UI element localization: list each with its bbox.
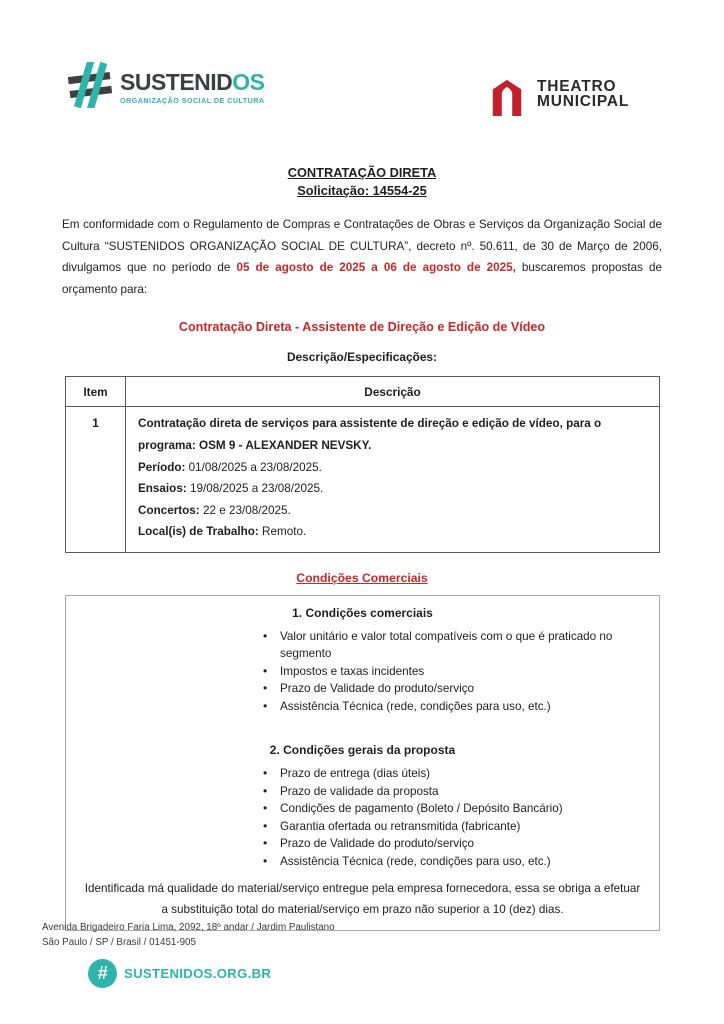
subject-heading: Contratação Direta - Assistente de Direção e Edição de Vídeo bbox=[178, 320, 546, 335]
detail-label: Concertos: bbox=[138, 503, 200, 517]
spec-heading: Descrição/Especificações: bbox=[286, 350, 438, 365]
detail-value: 01/08/2025 a 23/08/2025. bbox=[185, 460, 322, 474]
list-item: • Garantia ofertada ou retransmitida (fabricante) bbox=[261, 818, 645, 836]
theatro-line1: THEATRO bbox=[537, 78, 617, 95]
document-title bbox=[62, 164, 662, 200]
table-row bbox=[66, 407, 660, 553]
list-item: • Valor unitário e valor total compatíveis com o que é praticado no segmento bbox=[261, 628, 645, 663]
list-item: • Assistência Técnica (rede, condições para uso, etc.) bbox=[261, 698, 645, 716]
commercial-conditions-heading: Condições Comerciais bbox=[296, 570, 428, 585]
detail-label: Ensaios: bbox=[138, 482, 187, 496]
title-line1: CONTRATAÇÃO DIRETA bbox=[287, 165, 437, 180]
table-header-item: Item bbox=[66, 377, 126, 407]
wordmark-main: SUSTENID bbox=[120, 69, 233, 95]
intro-dates-highlight: 05 de agosto de 2025 a 06 de agosto de 2025, bbox=[236, 261, 516, 275]
intro-text: Em conformidade com o Regulamento de Compras e Contratações de Obras e Serviços da Organização Social de Cultura “SUSTENIDOS ORGANIZAÇÃO SOCIAL DE CULTURA”, decreto nº. 50.611, de 30 de Março de 2006, divulgamos que no período de bbox=[62, 218, 662, 275]
footer bbox=[42, 920, 335, 988]
footer-address-line2: São Paulo / SP / Brasil / 01451-905 bbox=[42, 937, 196, 948]
sustenidos-tagline: ORGANIZAÇÃO SOCIAL DE CULTURA bbox=[120, 96, 265, 105]
section1-title: 1. Condições comerciais bbox=[292, 605, 433, 620]
list-item: • Impostos e taxas incidentes bbox=[261, 663, 645, 681]
quality-note: Identificada má qualidade do material/serviço entregue pela empresa fornecedora, essa se obriga a efetuar a substituição total do material/serviço em prazo não superior a 10 (dez) dias. bbox=[84, 882, 641, 917]
table-header-row bbox=[66, 377, 660, 407]
description-title: Contratação direta de serviços para assistente de direção e edição de vídeo, para o programa: OSM 9 - ALEXANDER NEVSKY. bbox=[138, 417, 602, 452]
detail-ensaios bbox=[138, 478, 649, 500]
document-body bbox=[62, 0, 662, 931]
detail-value: 22 e 23/08/2025. bbox=[199, 503, 291, 517]
list-item: • Condições de pagamento (Boleto / Depósito Bancário) bbox=[261, 800, 645, 818]
intro-text-end: buscaremos propostas de orçamento para: bbox=[62, 261, 662, 296]
detail-label: Local(is) de Trabalho: bbox=[138, 525, 259, 539]
section2-list bbox=[261, 765, 645, 870]
section2-title: 2. Condições gerais da proposta bbox=[269, 743, 456, 758]
section1-list bbox=[261, 628, 645, 716]
footer-address-line1: Avenida Brigadeiro Faria Lima, 2092, 18º andar / Jardim Paulistano bbox=[42, 922, 335, 933]
detail-concertos bbox=[138, 500, 649, 522]
detail-local bbox=[138, 521, 649, 543]
conditions-box bbox=[65, 595, 660, 932]
detail-value: 19/08/2025 a 23/08/2025. bbox=[186, 482, 324, 496]
list-item: • Prazo de validade da proposta bbox=[261, 783, 645, 801]
spec-table bbox=[65, 376, 660, 553]
table-header-descricao: Descrição bbox=[126, 377, 660, 407]
wordmark-accent: OS bbox=[232, 69, 265, 95]
theatro-line2: MUNICIPAL bbox=[537, 93, 630, 110]
intro-paragraph bbox=[62, 214, 662, 300]
list-item: • Prazo de Validade do produto/serviço bbox=[261, 835, 645, 853]
footer-site-url: SUSTENIDOS.ORG.BR bbox=[124, 966, 272, 981]
list-item: • Assistência Técnica (rede, condições para uso, etc.) bbox=[261, 853, 645, 871]
footer-brand-row bbox=[88, 959, 335, 988]
title-line2: Solicitação: 14554-25 bbox=[297, 183, 427, 198]
description-cell bbox=[126, 407, 660, 553]
hashtag-circle-icon: # bbox=[88, 959, 117, 988]
detail-periodo bbox=[138, 457, 649, 479]
detail-label: Período: bbox=[138, 460, 186, 474]
item-number-cell: 1 bbox=[66, 407, 126, 553]
list-item: • Prazo de Validade do produto/serviço bbox=[261, 680, 645, 698]
list-item: • Prazo de entrega (dias úteis) bbox=[261, 765, 645, 783]
detail-value: Remoto. bbox=[258, 525, 307, 539]
